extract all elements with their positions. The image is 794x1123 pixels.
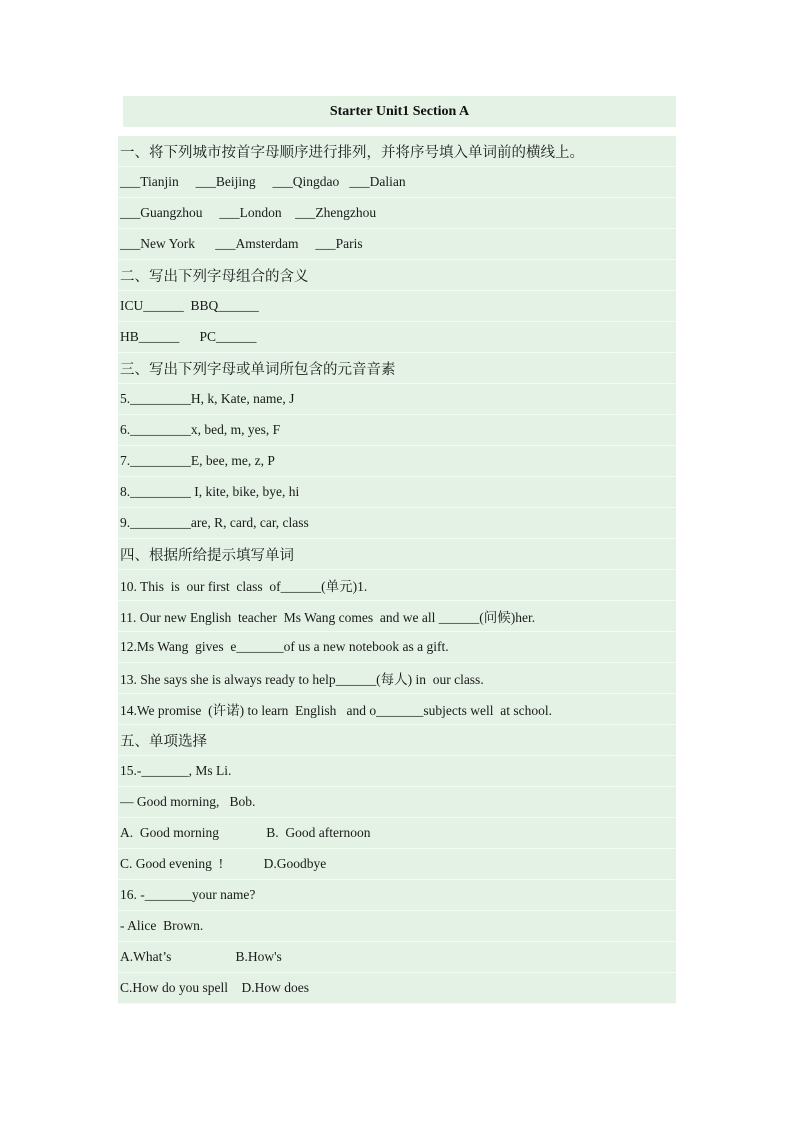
section-heading: 四、根据所给提示填写单词 [118, 539, 676, 570]
exercise-line: 9._________are, R, card, car, class [118, 508, 676, 539]
exercise-line: 7._________E, bee, me, z, P [118, 446, 676, 477]
exercise-line: 8._________ I, kite, bike, bye, hi [118, 477, 676, 508]
exercise-line: 10. This is our first class of______(单元)1. [118, 570, 676, 601]
exercise-line: 6._________x, bed, m, yes, F [118, 415, 676, 446]
exercise-line: ___Guangzhou ___London ___Zhengzhou [118, 198, 676, 229]
exercise-list [118, 136, 676, 1004]
exercise-line: — Good morning, Bob. [118, 787, 676, 818]
section-heading: 一、将下列城市按首字母顺序进行排列，并将序号填入单词前的横线上。 [118, 136, 676, 167]
exercise-line: A. Good morning B. Good afternoon [118, 818, 676, 849]
exercise-line: C. Good evening ! D.Goodbye [118, 849, 676, 880]
exercise-line: 5._________H, k, Kate, name, J [118, 384, 676, 415]
exercise-line: 11. Our new English teacher Ms Wang comes and we all ______(问候)her. [118, 601, 676, 632]
exercise-line: 12.Ms Wang gives e_______of us a new notebook as a gift. [118, 632, 676, 663]
exercise-line: ___New York ___Amsterdam ___Paris [118, 229, 676, 260]
exercise-line: HB______ PC______ [118, 322, 676, 353]
exercise-line: ___Tianjin ___Beijing ___Qingdao ___Dalian [118, 167, 676, 198]
exercise-line: - Alice Brown. [118, 911, 676, 942]
document-title: Starter Unit1 Section A [123, 96, 676, 127]
exercise-line: 15.-_______, Ms Li. [118, 756, 676, 787]
section-heading: 二、写出下列字母组合的含义 [118, 260, 676, 291]
exercise-line: 14.We promise (许诺) to learn English and o_______subjects well at school. [118, 694, 676, 725]
section-heading: 三、写出下列字母或单词所包含的元音音素 [118, 353, 676, 384]
exercise-line: C.How do you spell D.How does [118, 973, 676, 1004]
section-heading: 五、单项选择 [118, 725, 676, 756]
exercise-line: ICU______ BBQ______ [118, 291, 676, 322]
exercise-line: A.What’s B.How's [118, 942, 676, 973]
exercise-line: 16. -_______your name? [118, 880, 676, 911]
exercise-line: 13. She says she is always ready to help______(每人) in our class. [118, 663, 676, 694]
